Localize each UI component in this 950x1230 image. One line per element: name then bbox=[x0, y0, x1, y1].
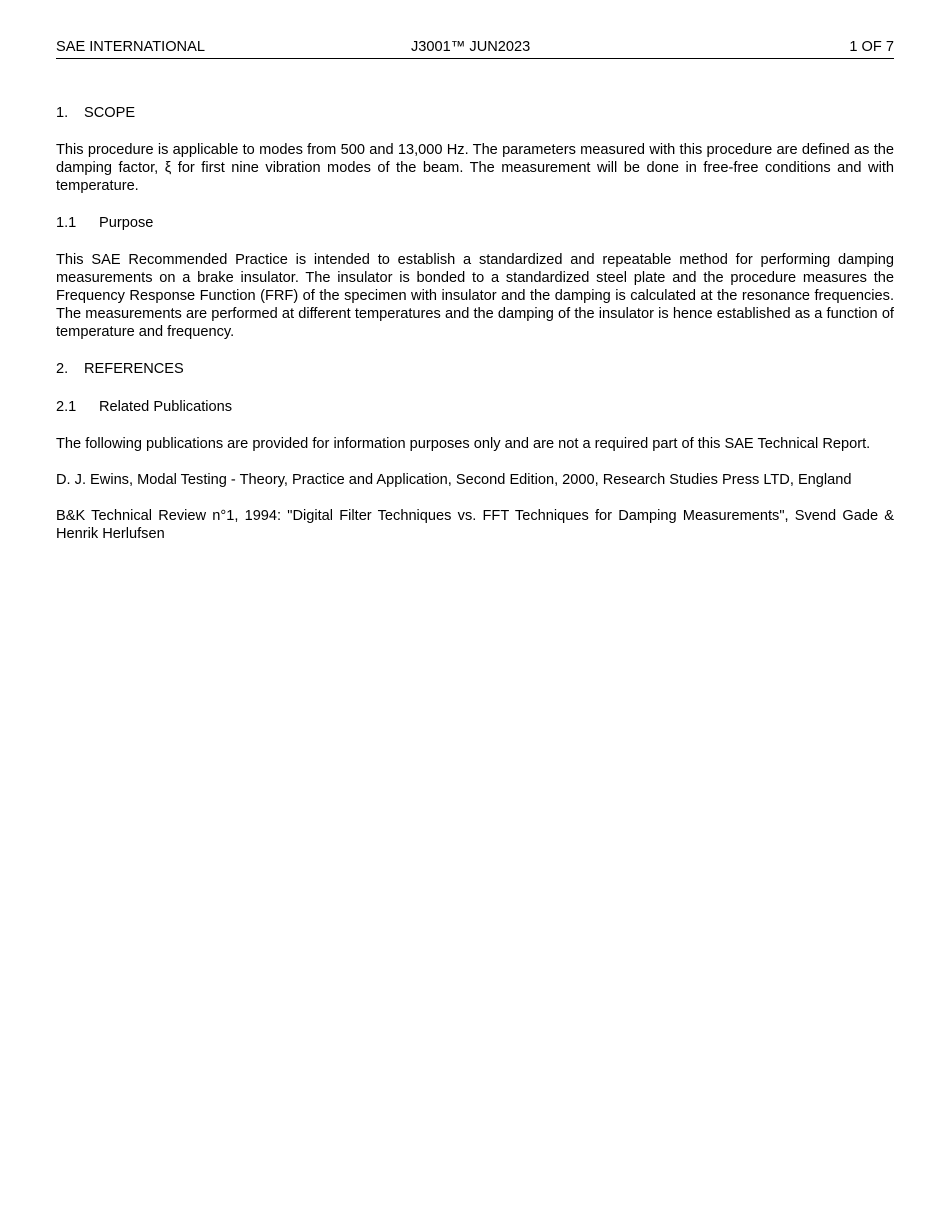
section-1-heading bbox=[56, 103, 894, 123]
section-2-1-intro: The following publications are provided for information purposes only and are not a required part of this SAE Technical Report. bbox=[56, 436, 871, 452]
reference-item: B&K Technical Review n°1, 1994: "Digital Filter Techniques vs. FFT Techniques for Damping Measurements", Svend Gade & Henrik Herlufsen bbox=[56, 508, 894, 542]
section-2-heading bbox=[56, 359, 894, 379]
document-body bbox=[56, 103, 894, 543]
section-1-1-number: 1.1 bbox=[56, 215, 77, 231]
section-2-1-heading bbox=[56, 397, 894, 417]
section-1-paragraph: This procedure is applicable to modes from 500 and 13,000 Hz. The parameters measured with this procedure are defined as the damping factor, ξ for first nine vibration modes of the beam. The measurement will be done in free-free conditions and with temperature. bbox=[56, 142, 894, 194]
section-1-number: 1. bbox=[56, 105, 69, 121]
header-page-number: 1 OF 7 bbox=[849, 39, 894, 55]
section-2-1-title: Related Publications bbox=[99, 399, 233, 415]
section-2-title: REFERENCES bbox=[84, 361, 184, 377]
header-organization: SAE INTERNATIONAL bbox=[56, 39, 205, 55]
page-header bbox=[56, 38, 894, 59]
section-1-1-title: Purpose bbox=[99, 215, 154, 231]
header-document-id: J3001™ JUN2023 bbox=[411, 39, 531, 55]
section-2-1-number: 2.1 bbox=[56, 399, 77, 415]
section-2-number: 2. bbox=[56, 361, 69, 377]
section-1-1-paragraph: This SAE Recommended Practice is intended to establish a standardized and repeatable method for performing damping measurements on a brake insulator. The insulator is bonded to a standardized steel plate and the procedure measures the Frequency Response Function (FRF) of the specimen with insulator and the damping is calculated at the resonance frequencies. The measurements are performed at different temperatures and the damping of the insulator is hence established as a function of temperature and frequency. bbox=[56, 252, 894, 340]
section-1-1-heading bbox=[56, 213, 894, 233]
reference-item: D. J. Ewins, Modal Testing - Theory, Practice and Application, Second Edition, 2000, Research Studies Press LTD, England bbox=[56, 472, 852, 488]
section-1-title: SCOPE bbox=[84, 105, 136, 121]
